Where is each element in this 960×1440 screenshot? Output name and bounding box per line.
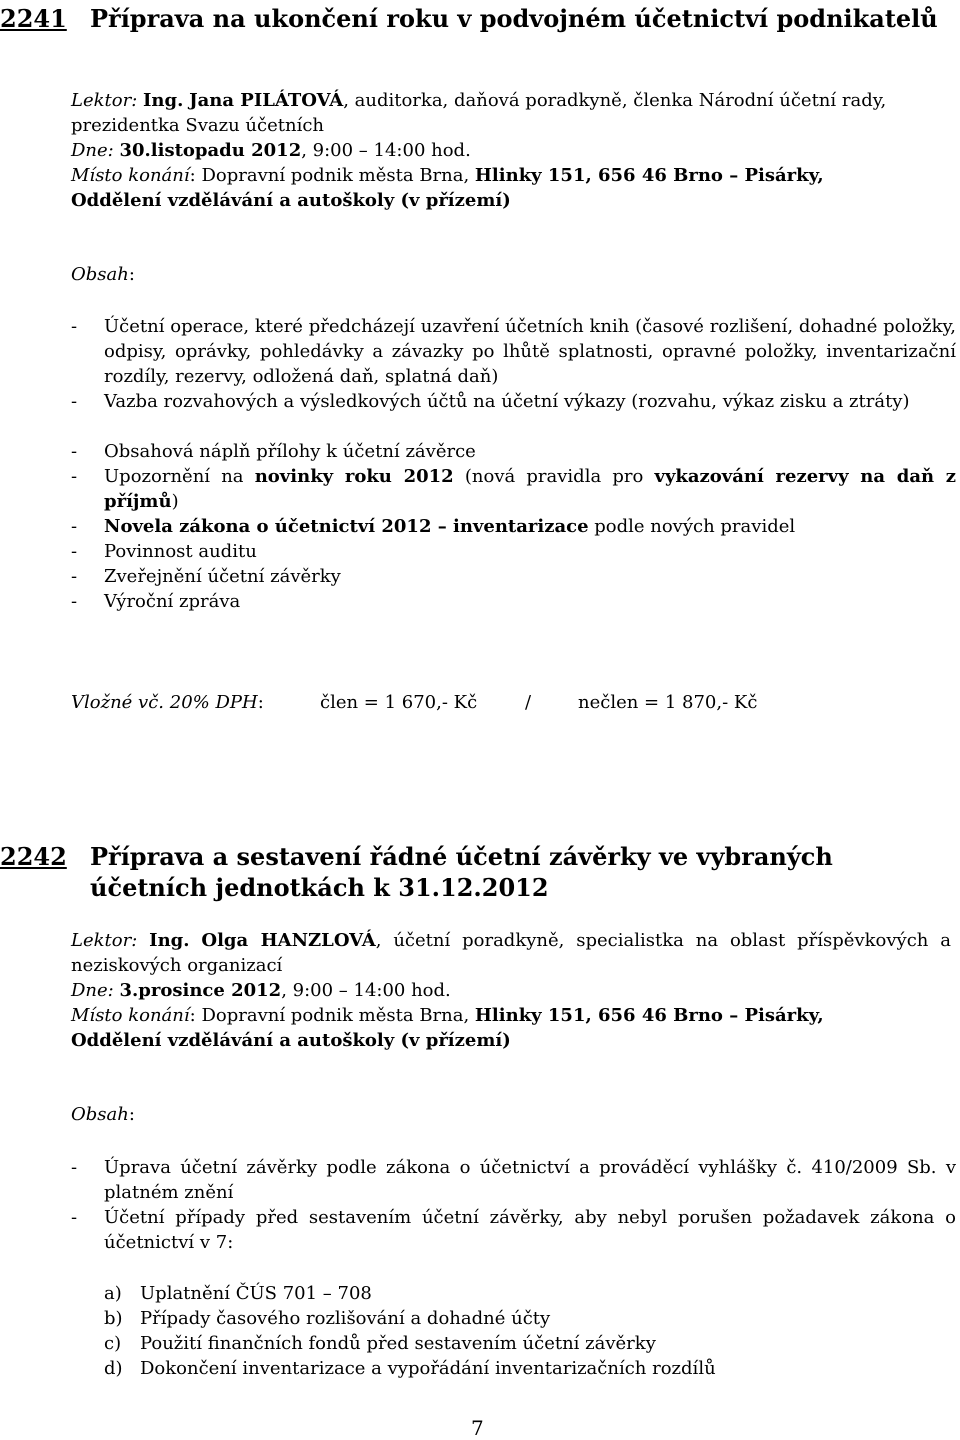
list-item: Zveřejnění účetní závěrky (104, 566, 341, 587)
sub-item-letter: c) (104, 1333, 122, 1354)
sub-item-text: Uplatnění ČÚS 701 – 708 (140, 1283, 372, 1304)
list-item: Účetní operace, které předcházejí uzavření účetních knih (časové rozlišení, dohadné položky, odpisy, oprávky, pohledávky a závazky po lhůtě splatnosti, opravné položky, inventarizační rozdíly, rezervy, odložená daň, splatná daň) (104, 316, 956, 387)
place-info (71, 1003, 824, 1028)
item-text: ) (171, 491, 179, 512)
content-label: Obsah (71, 264, 129, 285)
list-item: Účetní případy před sestavením účetní závěrky, aby nebyl porušen požadavek zákona o účetnictví v 7: (104, 1207, 956, 1253)
lector-description: , auditorka, daňová poradkyně, členka Národní účetní rady, prezidentka Svazu účetních (71, 90, 887, 136)
lector-label: Lektor: (71, 90, 138, 111)
lector-title: Ing. (149, 930, 190, 951)
place-department: Oddělení vzdělávání a autoškoly (v přízemí) (71, 1030, 511, 1051)
place-colon: : (189, 165, 196, 186)
content-heading (71, 1102, 135, 1127)
sub-item (104, 1331, 656, 1356)
place-label: Místo konání (71, 1005, 190, 1026)
fee-colon: : (257, 692, 264, 713)
item-emphasis: vykazování rezervy na daň z příjmů (104, 466, 956, 512)
lector-name: Olga HANZLOVÁ (201, 930, 376, 951)
place-colon: : (189, 1005, 196, 1026)
fee-member: člen = 1 670,- Kč (320, 692, 478, 713)
place-label: Místo konání (71, 165, 190, 186)
lector-info (71, 928, 951, 978)
sub-item (104, 1356, 716, 1381)
course-heading-2241 (0, 3, 938, 34)
lector-title: Ing. (143, 90, 184, 111)
item-text: Upozornění na (104, 466, 255, 487)
sub-item-text: Použití finančních fondů před sestavením účetní závěrky (140, 1333, 656, 1354)
list-item (104, 514, 956, 539)
sub-item (104, 1281, 372, 1306)
list-dash: - (71, 541, 78, 562)
list-item (104, 464, 956, 514)
list-item: Vazba rozvahových a výsledkových účtů na účetní výkazy (rozvahu, výkaz zisku a ztráty) (104, 391, 910, 412)
page-number: 7 (471, 1416, 484, 1440)
content-colon: : (128, 1104, 135, 1125)
date-info (71, 138, 471, 163)
place-address: Hlinky 151, 656 46 Brno – Pisárky, (474, 1005, 824, 1026)
fee-nonmember: nečlen = 1 870,- Kč (578, 692, 758, 713)
date-label: Dne: (71, 980, 114, 1001)
sub-item-letter: d) (104, 1358, 123, 1379)
lector-description: , účetní poradkyně, specialistka na oblast příspěvkových a neziskových organizací (71, 930, 951, 976)
content-label: Obsah (71, 1104, 129, 1125)
list-item: Výroční zpráva (104, 591, 241, 612)
course-title: Příprava na ukončení roku v podvojném účetnictví podnikatelů (90, 4, 938, 33)
list-dash: - (71, 591, 78, 612)
place-info (71, 163, 824, 188)
lector-info (71, 88, 951, 138)
sub-item-letter: b) (104, 1308, 123, 1329)
content-heading (71, 262, 135, 287)
list-dash: - (71, 466, 78, 487)
list-item: Úprava účetní závěrky podle zákona o účetnictví a prováděcí vyhlášky č. 410/2009 Sb. v platném znění (104, 1157, 956, 1203)
sub-item-text: Dokončení inventarizace a vypořádání inventarizačních rozdílů (140, 1358, 716, 1379)
date-time: , 9:00 – 14:00 hod. (301, 140, 471, 161)
place-address: Hlinky 151, 656 46 Brno – Pisárky, (474, 165, 824, 186)
course-number: 2242 (0, 842, 67, 871)
item-text: (nová pravidla pro (453, 466, 655, 487)
place-department: Oddělení vzdělávání a autoškoly (v přízemí) (71, 190, 511, 211)
course-number: 2241 (0, 4, 67, 33)
course-heading-2242 (0, 841, 833, 902)
item-text: podle nových pravidel (588, 516, 796, 537)
date-time: , 9:00 – 14:00 hod. (281, 980, 451, 1001)
date-label: Dne: (71, 140, 114, 161)
place-text: Dopravní podnik města Brna, (195, 1005, 475, 1026)
course-title: Příprava a sestavení řádné účetní závěrky ve vybraných účetních jednotkách k 31.12.2012 (90, 842, 833, 902)
date-info (71, 978, 451, 1003)
lector-label: Lektor: (71, 930, 138, 951)
sub-item (104, 1306, 550, 1331)
list-dash: - (71, 441, 78, 462)
sub-item-text: Případy časového rozlišování a dohadné účty (140, 1308, 551, 1329)
list-dash: - (71, 316, 78, 337)
item-emphasis: Novela zákona o účetnictví 2012 – inventarizace (104, 516, 589, 537)
list-dash: - (71, 1157, 78, 1178)
content-colon: : (128, 264, 135, 285)
list-dash: - (71, 1207, 78, 1228)
list-dash: - (71, 516, 78, 537)
fee-label: Vložné vč. 20% DPH (71, 692, 258, 713)
lector-name: Jana PILÁTOVÁ (189, 90, 344, 111)
list-dash: - (71, 566, 78, 587)
date-value: 30.listopadu 2012 (119, 140, 302, 161)
fee-info (71, 690, 264, 715)
date-value: 3.prosince 2012 (119, 980, 282, 1001)
sub-item-letter: a) (104, 1283, 122, 1304)
fee-separator: / (525, 692, 532, 713)
list-item: Povinnost auditu (104, 541, 257, 562)
list-dash: - (71, 391, 78, 412)
list-item: Obsahová náplň přílohy k účetní závěrce (104, 441, 476, 462)
item-emphasis: novinky roku 2012 (254, 466, 454, 487)
place-text: Dopravní podnik města Brna, (195, 165, 475, 186)
